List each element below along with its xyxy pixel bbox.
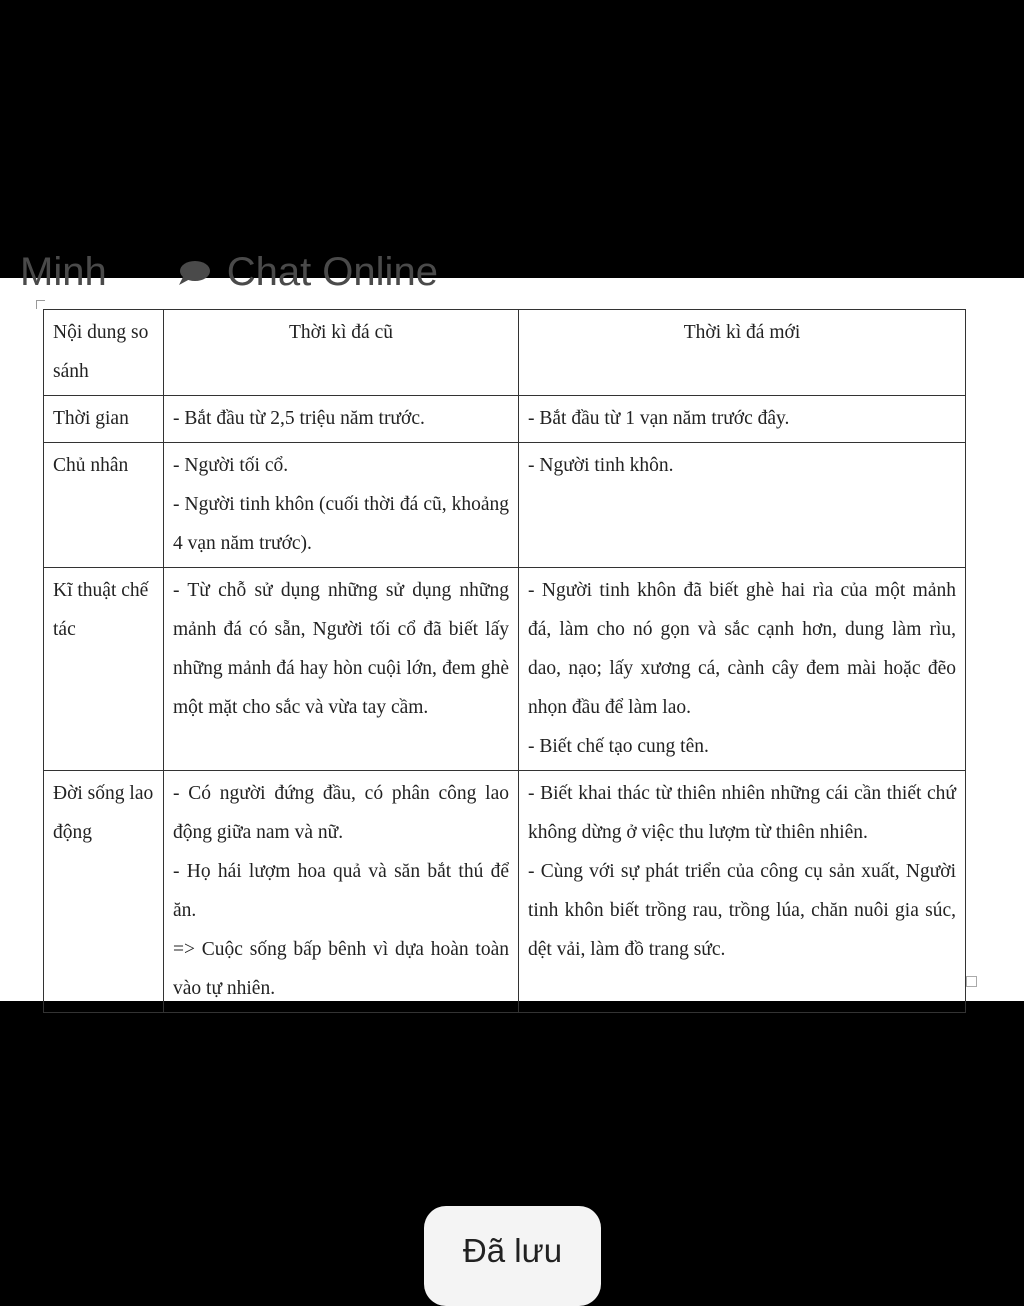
header-cell-criteria: Nội dung so sánh [44, 310, 164, 396]
new-stone-age-cell [519, 443, 966, 568]
table-row [44, 396, 966, 443]
table-header-row [44, 310, 966, 396]
old-stone-age-cell [164, 443, 519, 568]
page-header-remnant [20, 242, 438, 302]
document-screenshot [0, 249, 1024, 1001]
cell-line: - Bắt đầu từ 2,5 triệu năm trước. [173, 408, 425, 429]
header-cell-old-stone-age: Thời kì đá cũ [164, 310, 519, 396]
comparison-table [43, 309, 966, 1013]
cell-line: - Từ chỗ sử dụng những sử dụng những mảnh đá có sẵn, Người tối cổ đã biết lấy những mảnh đá hay hòn cuội lớn, đem ghè một mặt cho sắc và vừa tay cầm. [173, 580, 509, 718]
row-label: Chủ nhân [44, 443, 164, 568]
table-row [44, 771, 966, 1013]
menu-text: Minh [20, 249, 107, 294]
page-corner-mark [36, 300, 45, 309]
old-stone-age-cell [164, 396, 519, 443]
saved-toast [424, 1206, 601, 1306]
table-resize-handle [966, 976, 977, 987]
row-label: Kĩ thuật chế tác [44, 568, 164, 771]
cell-line: - Biết chế tạo cung tên. [528, 736, 709, 757]
cell-line: - Người tinh khôn đã biết ghè hai rìa của một mảnh đá, làm cho nó gọn và sắc cạnh hơn, dung làm rìu, dao, nạo; lấy xương cá, cành cây đem mài hoặc đẽo nhọn đầu để làm lao. [528, 580, 956, 718]
header-cell-new-stone-age: Thời kì đá mới [519, 310, 966, 396]
cell-line: - Họ hái lượm hoa quả và săn bắt thú để ăn. [173, 861, 509, 921]
row-label: Đời sống lao động [44, 771, 164, 1013]
cell-line: - Người tinh khôn (cuối thời đá cũ, khoảng 4 vạn năm trước). [173, 494, 509, 554]
new-stone-age-cell [519, 568, 966, 771]
table-row [44, 443, 966, 568]
row-label: Thời gian [44, 396, 164, 443]
toast-text: Đã lưu [462, 1232, 563, 1269]
cell-line: - Người tinh khôn. [528, 455, 674, 476]
new-stone-age-cell [519, 771, 966, 1013]
old-stone-age-cell [164, 568, 519, 771]
cell-line: - Biết khai thác từ thiên nhiên những cái cần thiết chứ không dừng ở việc thu lượm từ thiên nhiên. [528, 783, 956, 843]
old-stone-age-cell [164, 771, 519, 1013]
cell-line: - Bắt đầu từ 1 vạn năm trước đây. [528, 408, 790, 429]
cell-line: - Người tối cổ. [173, 455, 289, 476]
cell-line: => Cuộc sống bấp bênh vì dựa hoàn toàn vào tự nhiên. [173, 939, 509, 999]
chat-online-link[interactable]: Chat Online [226, 249, 438, 294]
chat-bubble-icon [177, 259, 211, 285]
new-stone-age-cell [519, 396, 966, 443]
cell-line: - Có người đứng đầu, có phân công lao động giữa nam và nữ. [173, 783, 509, 843]
cell-line: - Cùng với sự phát triển của công cụ sản xuất, Người tinh khôn biết trồng rau, trồng lúa, chăn nuôi gia súc, dệt vải, làm đồ trang sức. [528, 861, 956, 960]
table-row [44, 568, 966, 771]
